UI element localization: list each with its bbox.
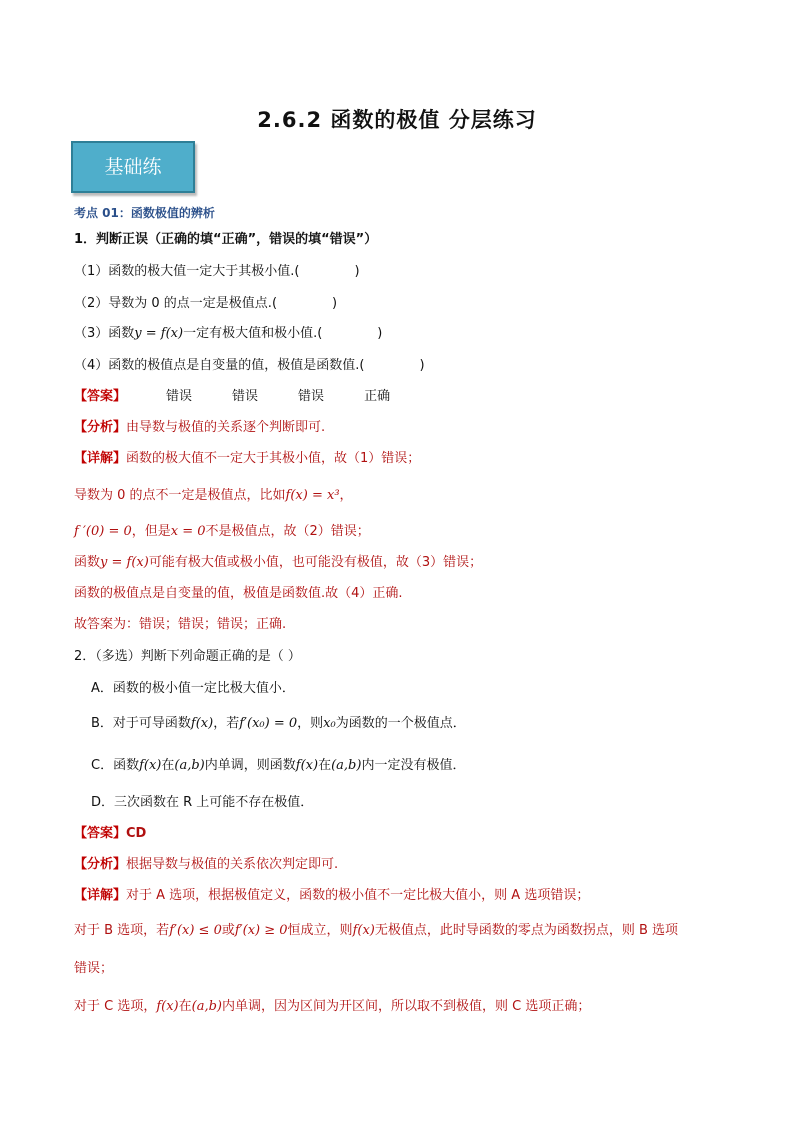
q2-detail-1: 【详解】对于 A 选项，根据极值定义，函数的极小值不一定比极大值小，则 A 选项错误； <box>74 888 590 903</box>
q1-detail-6: 故答案为：错误；错误；错误；正确. <box>74 617 287 632</box>
q2-detail-2-cont: 错误； <box>74 961 114 976</box>
kaodian-heading: 考点 01：函数极值的辨析 <box>74 206 215 220</box>
q1-analysis: 【分析】由导数与极值的关系逐个判断即可. <box>74 420 326 435</box>
q2-analysis: 【分析】根据导数与极值的关系依次判定即可. <box>74 857 339 872</box>
q1-item-4: （4）函数的极值点是自变量的值，极值是函数值.( ) <box>74 358 425 373</box>
q1-detail-4: 函数y = f(x)可能有极大值或极小值，也可能没有极值，故（3）错误； <box>74 555 483 570</box>
math-y-eq-fx: y = f(x) <box>134 326 184 341</box>
q2-option-b: B．对于可导函数f(x)，若f′(x₀) = 0，则x₀为函数的一个极值点． <box>91 716 466 731</box>
section-badge: 基础练 <box>71 141 195 193</box>
q1-detail-2: 导数为 0 的点不一定是极值点，比如f(x) = x³， <box>74 488 353 503</box>
q1-detail-1: 【详解】函数的极大值不一定大于其极小值，故（1）错误； <box>74 451 421 466</box>
q1-item-2: （2）导数为 0 的点一定是极值点.( ) <box>74 296 338 311</box>
q2-option-a: A．函数的极小值一定比极大值小． <box>91 681 295 696</box>
answer-tag: 【答案】 <box>74 389 127 404</box>
q1-answer-row: 【答案】 错误 错误 错误 正确 <box>74 389 391 404</box>
q1-detail-3: f ′(0) = 0，但是x = 0不是极值点，故（2）错误； <box>74 524 370 539</box>
q1-item-3: （3）函数y = f(x)一定有极大值和极小值.( ) <box>74 326 383 341</box>
q2-detail-2: 对于 B 选项，若f′(x) ≤ 0或f′(x) ≥ 0恒成立，则f(x)无极值点，此时导函数的零点为函数拐点，则 B 选项 <box>74 923 679 938</box>
page-title: 2.6.2 函数的极值 分层练习 <box>257 108 537 132</box>
q2-detail-3: 对于 C 选项，f(x)在(a,b)内单调，因为区间为开区间，所以取不到极值，则 C 选项正确； <box>74 999 591 1014</box>
q1-detail-5: 函数的极值点是自变量的值，极值是函数值.故（4）正确. <box>74 586 403 601</box>
q2-option-d: D．三次函数在 R 上可能不存在极值． <box>91 795 314 810</box>
q1-stem: 1．判断正误（正确的填“正确”，错误的填“错误”） <box>74 232 378 247</box>
q1-item-1: （1）函数的极大值一定大于其极小值.( ) <box>74 264 360 279</box>
q2-stem: 2．（多选）判断下列命题正确的是（ ） <box>74 649 301 664</box>
q2-option-c: C．函数f(x)在(a,b)内单调，则函数f(x)在(a,b)内一定没有极值． <box>91 758 466 773</box>
q2-answer: 【答案】CD <box>74 826 147 841</box>
